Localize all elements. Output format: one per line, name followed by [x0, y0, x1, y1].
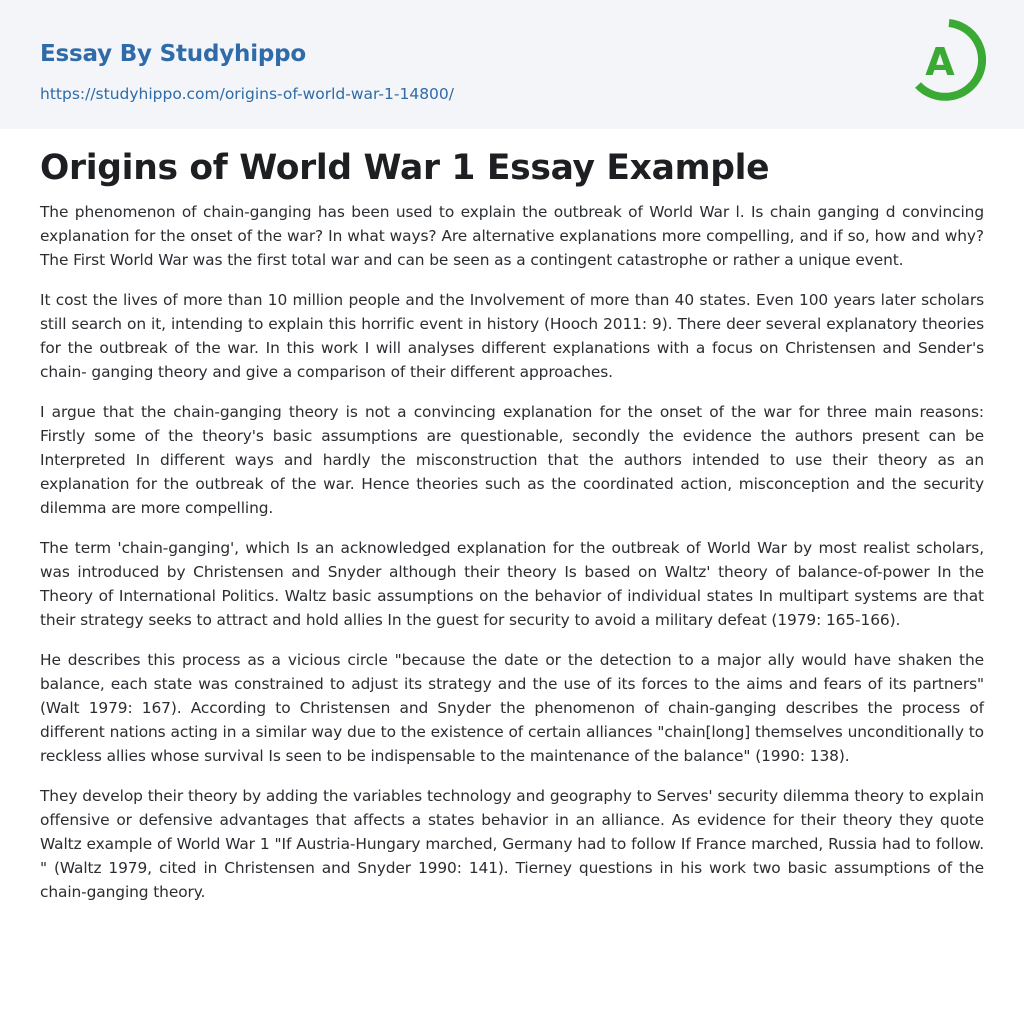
paragraph: They develop their theory by adding the variables technology and geography to Serves' security dilemma theory to explain offensive or defensive advantages that affects a states behavior in an alliance. As evidence for their theory they quote Waltz example of World War 1 "If Austria-Hungary marched, Germany had to follow If France marched, Russia had to follow. " (Waltz 1979, cited in Christensen and Snyder 1990: 141). Tierney questions in his work two basic assumptions of the chain-ganging theory. — [40, 787, 984, 901]
paragraph: I argue that the chain-ganging theory is not a convincing explanation for the onset of the war for three main reasons: Firstly some of the theory's basic assumptions are questionable, secondly the evidence the authors present can be Interpreted In different ways and hardly the misconstruction that the authors intended to use their theory as an explanation for the outbreak of the war. Hence theories such as the coordinated action, misconception and the security dilemma are more compelling. — [40, 403, 984, 517]
logo-letter: A — [925, 40, 955, 84]
page-title: Origins of World War 1 Essay Example — [40, 148, 770, 188]
essay-body — [40, 200, 984, 920]
source-url-link[interactable]: https://studyhippo.com/origins-of-world-war-1-14800/ — [40, 85, 454, 103]
paragraph: He describes this process as a vicious circle "because the date or the detection to a major ally would have shaken the balance, each state was constrained to adjust its strategy and the use of its forces to the aims and fears of its partners" (Walt 1979: 167). According to Christensen and Snyder the phenomenon of chain-ganging describes the process of different nations acting in a similar way due to the existence of certain alliances "chain[long] themselves unconditionally to reckless allies whose survival Is seen to be indispensable to the maintenance of the balance" (1990: 138). — [40, 651, 984, 765]
paragraph: It cost the lives of more than 10 million people and the Involvement of more than 40 states. Even 100 years later scholars still search on it, intending to explain this horrific event in history (Hooch 2011: 9). There deer several explanatory theories for the outbreak of the war. In this work I will analyses different explanations with a focus on Christensen and Sender's chain- ganging theory and give a comparison of their different approaches. — [40, 291, 984, 381]
studyhippo-logo-icon[interactable] — [912, 19, 986, 105]
site-brand[interactable]: Essay By Studyhippo — [40, 41, 307, 67]
paragraph: The term 'chain-ganging', which Is an acknowledged explanation for the outbreak of World War by most realist scholars, was introduced by Christensen and Snyder although their theory Is based on Waltz' theory of balance-of-power In the Theory of International Politics. Waltz basic assumptions on the behavior of individual states In multipart systems are that their strategy seeks to attract and hold allies In the guest for security to avoid a military defeat (1979: 165-166). — [40, 539, 984, 629]
paragraph: The phenomenon of chain-ganging has been used to explain the outbreak of World War l. Is chain ganging d convincing explanation for the onset of the war? In what ways? Are alternative explanations more compelling, and if so, how and why? The First World War was the first total war and can be seen as a contingent catastrophe or rather a unique event. — [40, 203, 984, 269]
